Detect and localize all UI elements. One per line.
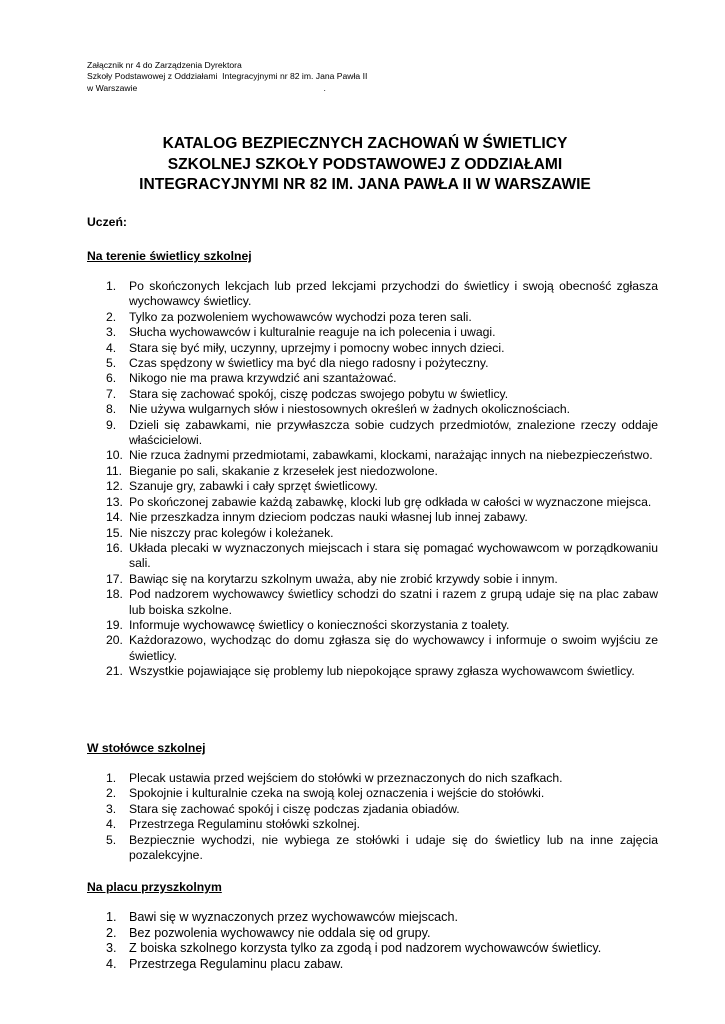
item-number: 19. bbox=[106, 617, 123, 632]
item-text: Spokojnie i kulturalnie czeka na swoją kolej oznaczenia i wejście do stołówki. bbox=[129, 786, 545, 801]
item-text: Nikogo nie ma prawa krzywdzić ani szantażować. bbox=[129, 371, 397, 386]
item-number: 4. bbox=[106, 817, 117, 832]
list-item bbox=[106, 510, 658, 525]
item-number: 11. bbox=[106, 463, 123, 478]
item-text: Z boiska szkolnego korzysta tylko za zgodą i pod nadzorem wychowawców świetlicy. bbox=[129, 941, 602, 956]
list-item bbox=[106, 817, 658, 832]
item-number: 21. bbox=[106, 664, 123, 679]
item-text: Po skończonej zabawie każdą zabawkę, klocki lub grę odkłada w całości w wyznaczone miejsca. bbox=[129, 494, 652, 509]
item-number: 4. bbox=[106, 956, 117, 971]
document-title bbox=[60, 134, 670, 196]
item-number: 5. bbox=[106, 356, 117, 371]
item-text: Bezpiecznie wychodzi, nie wybiega ze stołówki i udaje się do świetlicy lub na inne zajęcia pozalekcyjne. bbox=[129, 832, 658, 863]
attachment-header bbox=[87, 60, 367, 94]
list-item bbox=[106, 910, 658, 926]
item-text: Nie niszczy prac kolegów i koleżanek. bbox=[129, 525, 334, 540]
item-number: 3. bbox=[106, 801, 117, 816]
item-number: 15. bbox=[106, 525, 123, 540]
title-line: SZKOLNEJ SZKOŁY PODSTAWOWEJ Z ODDZIAŁAMI bbox=[167, 155, 563, 173]
list-item bbox=[106, 387, 658, 402]
list-item bbox=[106, 833, 658, 864]
item-number: 2. bbox=[106, 309, 117, 324]
item-number: 20. bbox=[106, 633, 123, 648]
item-number: 12. bbox=[106, 479, 123, 494]
item-text: Bieganie po sali, skakanie z krzesełek jest niedozwolone. bbox=[129, 463, 438, 478]
item-number: 18. bbox=[106, 587, 123, 602]
item-text: Bawi się w wyznaczonych przez wychowawców miejscach. bbox=[129, 910, 458, 924]
header-line: Szkoły Podstawowej z Oddziałami Integracyjnymi nr 82 im. Jana Pawła II bbox=[87, 71, 368, 82]
list-item bbox=[106, 279, 658, 310]
item-text: Nie używa wulgarnych słów i niestosownych określeń w żadnych okolicznościach. bbox=[129, 402, 570, 417]
list-item bbox=[106, 464, 658, 479]
section-title-playground: Na placu przyszkolnym bbox=[87, 880, 222, 894]
item-number: 2. bbox=[106, 925, 117, 940]
list-item bbox=[106, 341, 658, 356]
item-text: Tylko za pozwoleniem wychowawców wychodzi poza teren sali. bbox=[129, 309, 472, 324]
item-number: 14. bbox=[106, 510, 123, 525]
item-text: Szanuje gry, zabawki i cały sprzęt świetlicowy. bbox=[129, 479, 378, 494]
item-text: Nie rzuca żadnymi przedmiotami, zabawkami, klockami, narażając innych na niebezpieczeństwo. bbox=[129, 448, 653, 463]
list-item bbox=[106, 448, 658, 463]
item-number: 4. bbox=[106, 340, 117, 355]
list-item bbox=[106, 572, 658, 587]
item-text: Bez pozwolenia wychowawcy nie oddala się od grupy. bbox=[129, 925, 431, 940]
list-item bbox=[106, 371, 658, 386]
rules-list-playground bbox=[106, 910, 658, 972]
list-item bbox=[106, 926, 658, 942]
item-text: Stara się zachować spokój, ciszę podczas swojego pobytu w świetlicy. bbox=[129, 386, 509, 401]
item-text: Stara się zachować spokój i ciszę podczas zjadania obiadów. bbox=[129, 801, 460, 816]
item-number: 13. bbox=[106, 494, 123, 509]
header-line: Załącznik nr 4 do Zarządzenia Dyrektora bbox=[87, 60, 242, 70]
item-number: 7. bbox=[106, 386, 117, 401]
list-item bbox=[106, 587, 658, 618]
item-text: Dzieli się zabawkami, nie przywłaszcza sobie cudzych przedmiotów, znalezione rzeczy oddaje właścicielowi. bbox=[129, 417, 658, 448]
list-item bbox=[106, 325, 658, 340]
item-text: Słucha wychowawców i kulturalnie reaguje na ich polecenia i uwagi. bbox=[129, 325, 496, 340]
item-number: 3. bbox=[106, 941, 117, 956]
item-text: Po skończonych lekcjach lub przed lekcjami przychodzi do świetlicy i swoją obecność zgłasza wychowawcy świetlicy. bbox=[129, 279, 658, 309]
item-text: Stara się być miły, uczynny, uprzejmy i pomocny wobec innych dzieci. bbox=[129, 340, 505, 355]
item-text: Przestrzega Regulaminu placu zabaw. bbox=[129, 956, 344, 971]
item-number: 1. bbox=[106, 771, 117, 785]
item-number: 2. bbox=[106, 786, 117, 801]
item-text: Pod nadzorem wychowawcy świetlicy schodzi do szatni i razem z grupą udaje się na plac zabaw lub boiska szkolne. bbox=[129, 587, 658, 617]
item-number: 3. bbox=[106, 325, 117, 340]
list-item bbox=[106, 771, 658, 786]
list-item bbox=[106, 957, 658, 973]
list-item bbox=[106, 941, 658, 957]
list-item bbox=[106, 633, 658, 664]
item-text: Bawiąc się na korytarzu szkolnym uważa, aby nie zrobić krzywdy sobie i innym. bbox=[129, 571, 558, 586]
item-number: 1. bbox=[106, 279, 117, 293]
item-number: 8. bbox=[106, 402, 117, 417]
item-text: Plecak ustawia przed wejściem do stołówki w przeznaczonych do nich szafkach. bbox=[129, 771, 563, 785]
header-line: w Warszawie . bbox=[87, 82, 326, 93]
section-title-canteen: W stołówce szkolnej bbox=[87, 741, 206, 755]
item-number: 17. bbox=[106, 571, 123, 586]
list-item bbox=[106, 541, 658, 572]
item-text: Wszystkie pojawiające się problemy lub niepokojące sprawy zgłasza wychowawcom świetlicy. bbox=[129, 664, 635, 679]
section-title-common-room: Na terenie świetlicy szkolnej bbox=[87, 249, 252, 263]
item-number: 16. bbox=[106, 540, 123, 555]
list-item bbox=[106, 495, 658, 510]
item-text: Informuje wychowawcę świetlicy o konieczności skorzystania z toalety. bbox=[129, 617, 510, 632]
list-item bbox=[106, 526, 658, 541]
item-number: 1. bbox=[106, 910, 117, 924]
item-text: Przestrzega Regulaminu stołówki szkolnej. bbox=[129, 817, 360, 832]
list-item bbox=[106, 418, 658, 449]
list-item bbox=[106, 786, 658, 801]
list-item bbox=[106, 802, 658, 817]
rules-list-canteen bbox=[106, 771, 658, 863]
list-item bbox=[106, 479, 658, 494]
item-number: 6. bbox=[106, 371, 117, 386]
item-text: Układa plecaki w wyznaczonych miejscach i stara się pomagać wychowawcom w porządkowaniu sali. bbox=[129, 540, 658, 571]
item-text: Każdorazowo, wychodząc do domu zgłasza się do wychowawcy i informuje o swoim wyjściu ze świetlicy. bbox=[129, 633, 658, 663]
title-line: INTEGRACYJNYMI NR 82 IM. JANA PAWŁA II W WARSZAWIE bbox=[139, 176, 591, 193]
title-line: KATALOG BEZPIECZNYCH ZACHOWAŃ W ŚWIETLICY bbox=[162, 135, 568, 152]
item-text: Nie przeszkadza innym dzieciom podczas nauki własnej lub innej zabawy. bbox=[129, 510, 528, 525]
list-item bbox=[106, 618, 658, 633]
list-item bbox=[106, 356, 658, 371]
list-item bbox=[106, 402, 658, 417]
item-number: 9. bbox=[106, 417, 117, 432]
rules-list-common-room bbox=[106, 279, 658, 680]
item-number: 5. bbox=[106, 832, 117, 847]
item-text: Czas spędzony w świetlicy ma być dla niego radosny i pożyteczny. bbox=[129, 356, 489, 371]
list-item bbox=[106, 664, 658, 679]
subject-label: Uczeń: bbox=[87, 215, 127, 229]
item-number: 10. bbox=[106, 448, 123, 463]
list-item bbox=[106, 310, 658, 325]
